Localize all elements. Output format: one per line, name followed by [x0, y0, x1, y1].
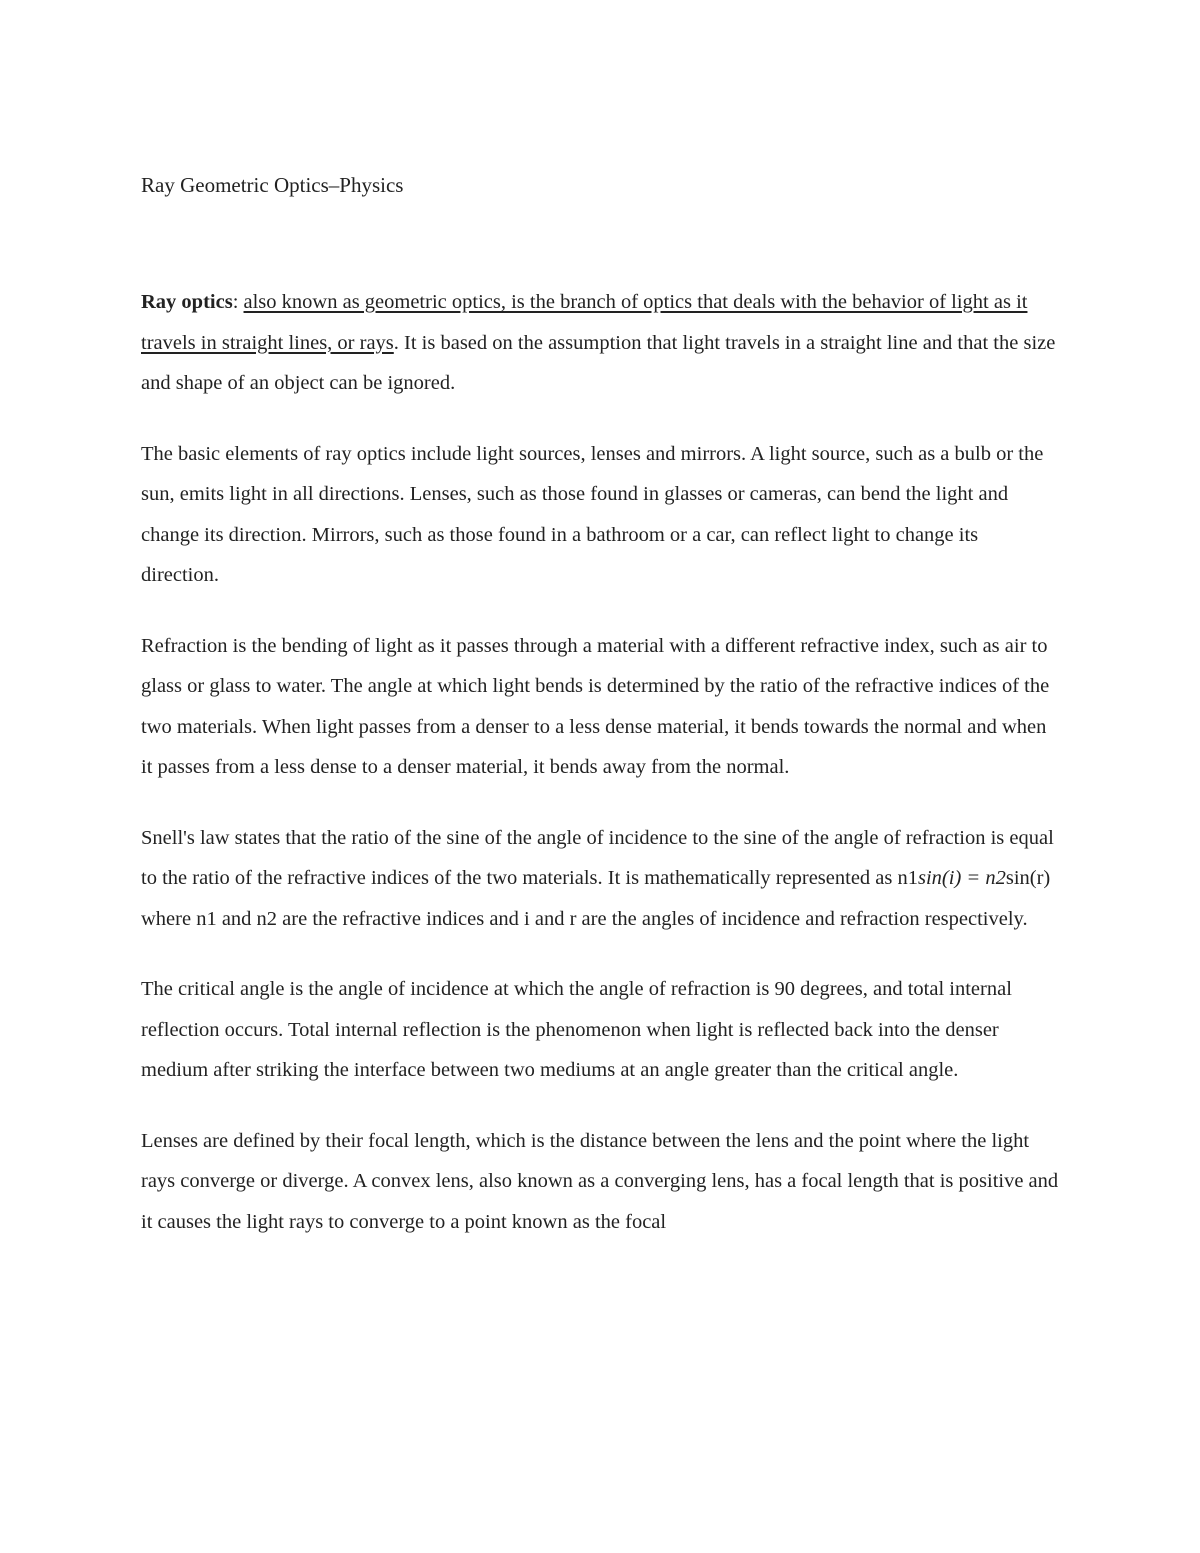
ray-optics-definition: also known as geometric optics, is the branch of optics that deals with the behavior of light as it travels in straight lines, or rays [141, 291, 1028, 354]
ray-optics-rest: . It is based on the assumption that light travels in a straight line and that the size and shape of an object can be ignored. [141, 331, 1056, 394]
paragraph-ray-optics [141, 282, 1061, 404]
paragraph-critical-angle: The critical angle is the angle of incidence at which the angle of refraction is 90 degrees, and total internal reflection occurs. Total internal reflection is the phenomenon when light is reflected back into the denser medium after striking the interface between two mediums at an angle greater than the critical angle. [141, 978, 1012, 1081]
snells-law-text-before: Snell's law states that the ratio of the sine of the angle of incidence to the sine of the angle of refraction is equal to the ratio of the refractive indices of the two materials. It is mathematically represented as n1 [141, 826, 1054, 889]
document-body [141, 170, 1061, 1242]
paragraph-snells-law [141, 818, 1061, 940]
document-title: Ray Geometric Optics–Physics [141, 173, 404, 197]
term-ray-optics: Ray optics [141, 291, 233, 313]
paragraph-basic-elements: The basic elements of ray optics include light sources, lenses and mirrors. A light source, such as a bulb or the sun, emits light in all directions. Lenses, such as those found in glasses or cameras, can bend the light and change its direction. Mirrors, such as those found in a bathroom or a car, can reflect light to change its direction. [141, 442, 1044, 586]
snells-law-formula: sin(i) = n2 [918, 867, 1006, 889]
paragraph-lenses: Lenses are defined by their focal length, which is the distance between the lens and the point where the light rays converge or diverge. A convex lens, also known as a converging lens, has a focal length that is positive and it causes the light rays to converge to a point known as the focal [141, 1129, 1059, 1233]
paragraph-refraction: Refraction is the bending of light as it passes through a material with a different refractive index, such as air to glass or glass to water. The angle at which light bends is determined by the ratio of the refractive indices of the two materials. When light passes from a denser to a less dense material, it bends towards the normal and when it passes from a less dense to a denser material, it bends away from the normal. [141, 634, 1050, 778]
snells-law-text-after: sin(r) where n1 and n2 are the refractive indices and i and r are the angles of incidence and refraction respectively. [141, 867, 1051, 930]
term-colon: : [232, 291, 244, 313]
